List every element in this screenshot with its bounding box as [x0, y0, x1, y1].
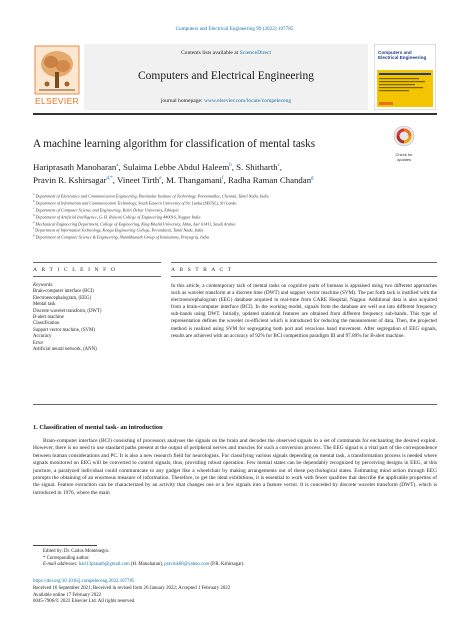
- keyword-item: Artificial neural network, (ANN): [33, 347, 97, 353]
- keyword-item: Electroencephalogram, (EEG): [33, 295, 92, 301]
- sciencedirect-link[interactable]: ScienceDirect: [239, 50, 272, 56]
- keyword-item: Error: [33, 340, 44, 346]
- paper-title: A machine learning algorithm for classification of mental tasks: [33, 138, 316, 150]
- email-owner: (P.R. Kshirsagar).: [209, 562, 245, 568]
- check-badge-line2: updates: [396, 156, 412, 162]
- contents-prefix: Contents lists available at: [180, 50, 240, 56]
- journal-reference[interactable]: Computers and Electrical Engineering 99 (2022) 107785: [175, 26, 294, 32]
- keyword-item: Discrete wavelet transform, (DWT): [33, 308, 102, 314]
- abstract-top-rule: [171, 262, 437, 263]
- author-list: Hariprasath Manoharan$^a$, Sulaima Lebbe Abdul Haleem$^b$, S. Shitharth$^c$, Pravin R. Kshirsagar$^{d,*}$, Vineet Tirth$^e$, M. Thangamani$^f$, Radha Raman Chandan$^g$: [33, 161, 314, 186]
- keywords-block: [33, 283, 161, 353]
- affiliation-item: [33, 199, 437, 206]
- email-label: E-mail addresses:: [43, 562, 78, 568]
- received-dates: Received 16 September 2021; Received in revised form 26 January 2022; Accepted 1 February 2022: [33, 585, 231, 591]
- homepage-link[interactable]: www.elsevier.com/locate/compeleceng: [203, 98, 292, 104]
- affiliation-key: b: [33, 198, 35, 203]
- affiliation-key: g: [33, 233, 35, 238]
- affiliation-item: [33, 206, 437, 213]
- available-online: Available online 17 February 2022: [33, 592, 102, 598]
- article-info-bottom-rule: [33, 276, 161, 277]
- keyword-item: Brain-computer interface (BCI): [33, 289, 94, 295]
- keyword-item: B-alert machine: [33, 315, 64, 321]
- abstract-text: In this article, a contemporary tack of mental tasks on cognitive parts of humans is appraised using two different approaches such as wavelet transform at a discrete time (DWT) and support vector machine (SVM). The put forth tack is instilled with the electroencephalogram (EEG) database acquired in real-time from CARE Hospital, Nagpur. Additional data is also acquired from a brain-computer interface (BCI). In the working model, signals from the database are well out into different frequency sub-bands using DWT. Initially, updated statistical features are obtained from different frequency sub-bands. This type of representation defines the wavelet co-efficient which is introduced for reducing the measurement of data. Then, the projected method is realized using SVM for segregating both port and veracious hand movement. After segregation of EEG signals, results are achieved with an accuracy of 92% for BCI competition paradigm III and 97.89% for B-alert machine.: [171, 283, 437, 339]
- article-info-top-rule: [33, 262, 161, 263]
- affiliation-item: [33, 220, 437, 227]
- affiliation-text: Mechanical Engineering Department, College of Engineering, King Khalid University, Abha, Asir 61411, Saudi Arabia: [35, 220, 236, 226]
- homepage-prefix: journal homepage:: [160, 98, 204, 104]
- header-divider: [33, 113, 437, 115]
- contents-line: [84, 50, 368, 56]
- publication-info: [33, 579, 437, 606]
- keyword-item: Mental task: [33, 302, 56, 308]
- author-affiliation-marker[interactable]: e: [159, 176, 162, 182]
- corresponding-author-note: * Corresponding author.: [43, 555, 90, 561]
- journal-name: Computers and Electrical Engineering: [138, 70, 314, 82]
- affiliation-text: Department of Artificial Intelligence, G. H. Raisoni College of Engineering 440016, Nagpur India: [35, 214, 201, 220]
- footnote-rule: [33, 545, 97, 546]
- affiliation-text: Department of Information and Communication Technology, South Eastern University of Sri Lanka (SEUSL), Sri Lanka: [35, 200, 237, 206]
- affiliation-key: e: [33, 219, 35, 224]
- abstract-bottom-rule: [171, 276, 437, 277]
- keyword-item: Accuracy: [33, 334, 52, 340]
- affiliation-item: [33, 233, 437, 240]
- footnotes: [33, 549, 437, 569]
- check-for-updates-icon: [384, 124, 424, 148]
- author-affiliation-marker[interactable]: b: [229, 163, 232, 168]
- email-owner: (H. Manoharan),: [129, 562, 165, 568]
- keywords-label: Keywords:: [33, 283, 54, 288]
- author-name[interactable]: Sulaima Lebbe Abdul Haleem: [122, 161, 230, 172]
- journal-homepage-line: [84, 98, 368, 104]
- email-link[interactable]: hari13prasath@gmail.com: [78, 562, 130, 568]
- abstract-end-rule: [33, 404, 437, 405]
- abstract-heading: A B S T R A C T: [171, 267, 233, 273]
- keyword-item: Support vector machine, (SVM): [33, 327, 95, 333]
- author-name[interactable]: Vineet Tirth: [117, 175, 160, 186]
- affiliation-item: [33, 213, 437, 220]
- elsevier-logo[interactable]: [33, 44, 81, 108]
- author-name[interactable]: Radha Raman Chandan: [228, 175, 312, 186]
- author-affiliation-marker[interactable]: a: [116, 163, 119, 168]
- affiliation-item: [33, 226, 437, 233]
- author-name[interactable]: Pravin R. Kshirsagar: [33, 175, 107, 186]
- cover-title: Computers and Electrical Engineering: [378, 50, 427, 61]
- affiliation-key: a: [33, 192, 35, 196]
- affiliation-key: f: [33, 226, 35, 231]
- author-name[interactable]: Hariprasath Manoharan: [33, 161, 117, 172]
- copyright-line: 0045-7906/© 2022 Elsevier Ltd. All rights reserved.: [33, 599, 136, 605]
- keyword-item: Classification: [33, 321, 60, 327]
- affiliation-key: c: [33, 205, 35, 210]
- affiliation-list: [33, 192, 437, 240]
- journal-cover-thumbnail[interactable]: [374, 44, 436, 110]
- author-affiliation-marker[interactable]: f: [221, 176, 224, 182]
- email-line: [33, 562, 437, 569]
- author-affiliation-marker[interactable]: c: [277, 163, 280, 168]
- affiliation-text: Department of Information Technology, Kongu Engineering College, Perundurai, Tamil Nadu, India: [35, 227, 204, 233]
- check-for-updates-button[interactable]: [384, 124, 424, 160]
- doi-link[interactable]: https://doi.org/10.1016/j.compeleceng.2022.107785: [33, 579, 135, 584]
- affiliation-text: Department of Computer Science & Engineering, Shambhunath Group of Institutions, Prayagraj, India: [35, 234, 210, 240]
- editor-note: Edited by: Dr. Carlos Montenegro.: [43, 549, 110, 554]
- author-name[interactable]: M. Thangamani: [165, 175, 222, 186]
- author-affiliation-marker[interactable]: d,*: [106, 176, 113, 182]
- author-affiliation-marker[interactable]: g: [311, 176, 314, 182]
- article-info-heading: A R T I C L E I N F O: [33, 267, 117, 273]
- elsevier-wordmark: ELSEVIER: [35, 96, 79, 106]
- affiliation-text: Department of Electronics and Communication Engineering, Panimalar Institute of Technology, Poonamallee, Chennai, Tamil Nadu, India: [35, 193, 269, 199]
- email-link[interactable]: pravink88@yahoo.com: [164, 562, 210, 568]
- author-name[interactable]: S. Shitharth: [236, 161, 278, 172]
- affiliation-item: [33, 192, 437, 199]
- section-heading: 1. Classification of mental task- an introduction: [33, 424, 163, 431]
- check-badge-line1: Check for: [395, 152, 413, 157]
- body-paragraph: Brain-computer interface (BCI) consisting of processors analyses the signals on the brain and decodes the observed signals to a set of commands for enchanting the desired exploit. However, there is no need to use standard paths present at the output of peripheral nerves and muscles for such a conversion process. The EEG signal is a vital part of the correspondence between human considerations and PC. It is also a new research field for neurologists. For classifying various signals depending on mental task, a transformation process is needed where signals monitored on EEG will be converted to control signals, thus, providing robust operation. Few mental states can be dependably recognized by perceiving designs in EEG, at this juncture, a paralyzed individual could communicate to any gadget like a wheelchair by making arrangements out of these psychological states. Estimating mind action through EEG prompts the obtaining of an enormous measure of information. Therefore, to get the ideal exhibitions, it is essential to work with fewer qualities that describe the applicable properties of the signal. Feature extraction can be characterized by an activity that changes one or a few signals into a feature vector. It is conceded by discrete wavelet transform (DWT), which is introduced in 1976, where the main: [33, 438, 437, 496]
- affiliation-key: d: [33, 212, 35, 217]
- affiliation-text: Department of Computer Science and Engineering, Kebri Dehar University, Ethiopia: [35, 207, 179, 213]
